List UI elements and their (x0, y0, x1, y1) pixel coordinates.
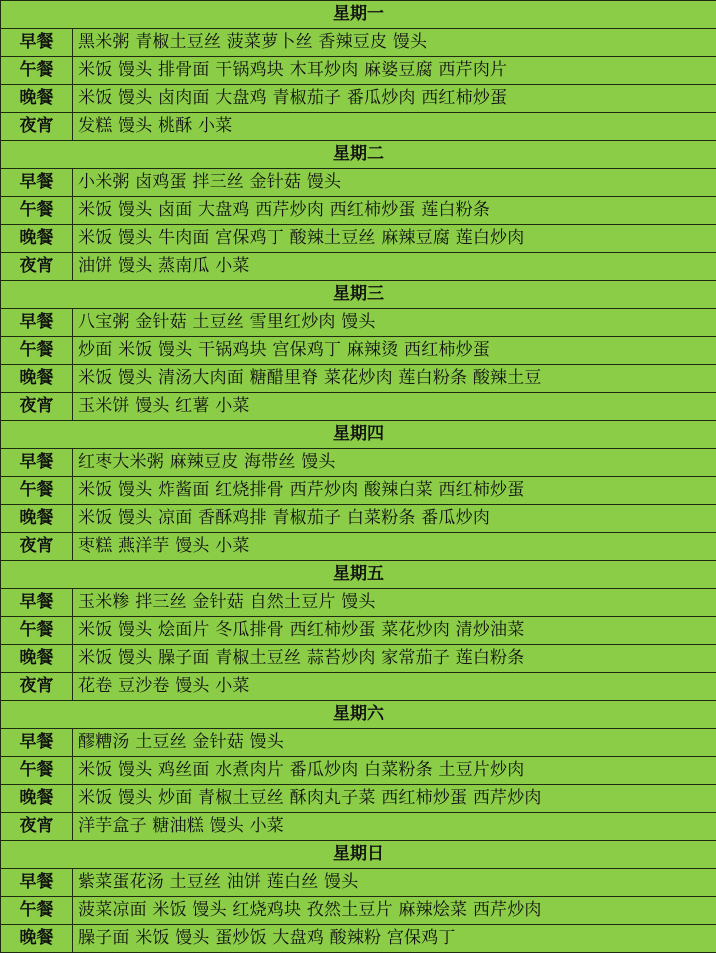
meal-label: 早餐 (1, 169, 73, 197)
meal-dishes: 油饼 馒头 蒸南瓜 小菜 (73, 253, 716, 281)
meal-label: 早餐 (1, 309, 73, 337)
meal-dishes: 米饭 馒头 炒面 青椒土豆丝 酥肉丸子菜 西红柿炒蛋 西芹炒肉 (73, 785, 716, 813)
meal-label: 晚餐 (1, 645, 73, 673)
meal-row (1, 29, 716, 57)
meal-row (1, 253, 716, 281)
meal-dishes: 紫菜蛋花汤 土豆丝 油饼 莲白丝 馒头 (73, 869, 716, 897)
meal-label: 午餐 (1, 477, 73, 505)
day-header-row (1, 1, 716, 29)
meal-row (1, 197, 716, 225)
meal-row (1, 449, 716, 477)
meal-dishes: 八宝粥 金针菇 土豆丝 雪里红炒肉 馒头 (73, 309, 716, 337)
day-header-row (1, 841, 716, 869)
meal-label: 午餐 (1, 897, 73, 925)
meal-label: 午餐 (1, 757, 73, 785)
meal-row (1, 589, 716, 617)
day-title: 星期四 (1, 421, 716, 449)
day-header-row (1, 141, 716, 169)
meal-label: 夜宵 (1, 813, 73, 841)
meal-label: 午餐 (1, 197, 73, 225)
meal-dishes: 米饭 馒头 卤面 大盘鸡 西芹炒肉 西红柿炒蛋 莲白粉条 (73, 197, 716, 225)
meal-row (1, 393, 716, 421)
meal-dishes: 米饭 馒头 炸酱面 红烧排骨 西芹炒肉 酸辣白菜 西红柿炒蛋 (73, 477, 716, 505)
day-header-row (1, 561, 716, 589)
meal-label: 夜宵 (1, 393, 73, 421)
meal-row (1, 729, 716, 757)
day-header-row (1, 421, 716, 449)
meal-label: 早餐 (1, 29, 73, 57)
meal-row (1, 925, 716, 953)
meal-label: 午餐 (1, 57, 73, 85)
meal-row (1, 337, 716, 365)
meal-row (1, 365, 716, 393)
day-header-row (1, 701, 716, 729)
meal-row (1, 505, 716, 533)
meal-row (1, 169, 716, 197)
day-title: 星期一 (1, 1, 716, 29)
meal-dishes: 黑米粥 青椒土豆丝 菠菜萝卜丝 香辣豆皮 馒头 (73, 29, 716, 57)
meal-dishes: 米饭 馒头 卤肉面 大盘鸡 青椒茄子 番瓜炒肉 西红柿炒蛋 (73, 85, 716, 113)
meal-label: 早餐 (1, 449, 73, 477)
meal-dishes: 洋芋盒子 糖油糕 馒头 小菜 (73, 813, 716, 841)
meal-dishes: 枣糕 燕洋芋 馒头 小菜 (73, 533, 716, 561)
menu-body (1, 1, 716, 953)
meal-dishes: 米饭 馒头 鸡丝面 水煮肉片 番瓜炒肉 白菜粉条 土豆片炒肉 (73, 757, 716, 785)
meal-dishes: 发糕 馒头 桃酥 小菜 (73, 113, 716, 141)
meal-label: 晚餐 (1, 85, 73, 113)
meal-row (1, 645, 716, 673)
day-title: 星期六 (1, 701, 716, 729)
day-title: 星期三 (1, 281, 716, 309)
meal-label: 午餐 (1, 337, 73, 365)
meal-row (1, 757, 716, 785)
meal-label: 午餐 (1, 617, 73, 645)
meal-dishes: 玉米糁 拌三丝 金针菇 自然土豆片 馒头 (73, 589, 716, 617)
meal-label: 晚餐 (1, 925, 73, 953)
meal-dishes: 红枣大米粥 麻辣豆皮 海带丝 馒头 (73, 449, 716, 477)
meal-dishes: 炒面 米饭 馒头 干锅鸡块 宫保鸡丁 麻辣烫 西红柿炒蛋 (73, 337, 716, 365)
meal-dishes: 米饭 馒头 排骨面 干锅鸡块 木耳炒肉 麻婆豆腐 西芹肉片 (73, 57, 716, 85)
meal-row (1, 869, 716, 897)
meal-row (1, 813, 716, 841)
day-header-row (1, 281, 716, 309)
meal-dishes: 臊子面 米饭 馒头 蛋炒饭 大盘鸡 酸辣粉 宫保鸡丁 (73, 925, 716, 953)
meal-row (1, 533, 716, 561)
meal-label: 晚餐 (1, 225, 73, 253)
meal-label: 晚餐 (1, 785, 73, 813)
meal-row (1, 113, 716, 141)
meal-dishes: 米饭 馒头 凉面 香酥鸡排 青椒茄子 白菜粉条 番瓜炒肉 (73, 505, 716, 533)
meal-dishes: 小米粥 卤鸡蛋 拌三丝 金针菇 馒头 (73, 169, 716, 197)
meal-label: 夜宵 (1, 253, 73, 281)
meal-label: 早餐 (1, 729, 73, 757)
meal-label: 夜宵 (1, 673, 73, 701)
meal-row (1, 57, 716, 85)
meal-dishes: 米饭 馒头 臊子面 青椒土豆丝 蒜苔炒肉 家常茄子 莲白粉条 (73, 645, 716, 673)
meal-dishes: 花卷 豆沙卷 馒头 小菜 (73, 673, 716, 701)
meal-label: 早餐 (1, 869, 73, 897)
day-title: 星期五 (1, 561, 716, 589)
meal-row (1, 477, 716, 505)
meal-row (1, 309, 716, 337)
meal-dishes: 玉米饼 馒头 红薯 小菜 (73, 393, 716, 421)
meal-dishes: 米饭 馒头 烩面片 冬瓜排骨 西红柿炒蛋 菜花炒肉 清炒油菜 (73, 617, 716, 645)
meal-dishes: 醪糟汤 土豆丝 金针菇 馒头 (73, 729, 716, 757)
meal-label: 夜宵 (1, 113, 73, 141)
day-title: 星期日 (1, 841, 716, 869)
meal-row (1, 225, 716, 253)
meal-row (1, 897, 716, 925)
meal-row (1, 785, 716, 813)
meal-dishes: 米饭 馒头 牛肉面 宫保鸡丁 酸辣土豆丝 麻辣豆腐 莲白炒肉 (73, 225, 716, 253)
meal-dishes: 米饭 馒头 清汤大肉面 糖醋里脊 菜花炒肉 莲白粉条 酸辣土豆 (73, 365, 716, 393)
meal-row (1, 617, 716, 645)
meal-dishes: 菠菜凉面 米饭 馒头 红烧鸡块 孜然土豆片 麻辣烩菜 西芹炒肉 (73, 897, 716, 925)
meal-label: 夜宵 (1, 533, 73, 561)
meal-label: 早餐 (1, 589, 73, 617)
day-title: 星期二 (1, 141, 716, 169)
meal-label: 晚餐 (1, 505, 73, 533)
meal-row (1, 85, 716, 113)
meal-label: 晚餐 (1, 365, 73, 393)
meal-row (1, 673, 716, 701)
